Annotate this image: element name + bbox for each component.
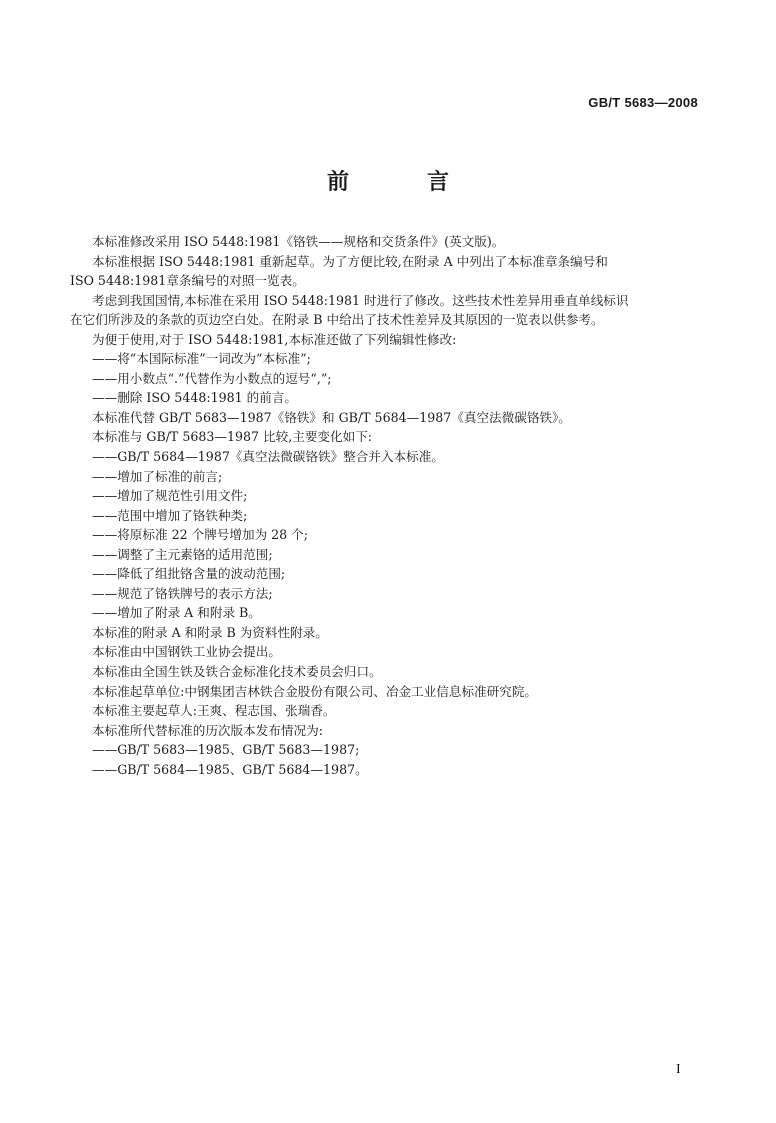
- paragraph: 本标准所代替标准的历次版本发布情况为:: [92, 722, 323, 738]
- page-number: I: [676, 1062, 681, 1077]
- list-item: ——用小数点“.”代替作为小数点的逗号“,”;: [92, 370, 332, 386]
- paragraph: 本标准代替 GB/T 5683—1987《铬铁》和 GB/T 5684—1987《真空法微碳铬铁》。: [92, 409, 571, 425]
- paragraph: 考虑到我国国情,本标准在采用 ISO 5448:1981 时进行了修改。这些技术性差异用垂直单线标识: [92, 292, 629, 308]
- standard-id: GB/T 5683—2008: [588, 95, 698, 110]
- paragraph: 为便于使用,对于 ISO 5448:1981,本标准还做了下列编辑性修改:: [92, 331, 457, 347]
- list-item: ——增加了标准的前言;: [92, 468, 223, 484]
- list-item: ——删除 ISO 5448:1981 的前言。: [92, 390, 298, 406]
- paragraph: 本标准由中国钢铁工业协会提出。: [92, 644, 281, 660]
- paragraph: 本标准的附录 A 和附录 B 为资料性附录。: [92, 624, 328, 640]
- list-item: ——增加了附录 A 和附录 B。: [92, 605, 261, 621]
- paragraph: 本标准主要起草人:王爽、程志国、张瑞香。: [92, 703, 336, 719]
- list-item: ——GB/T 5684—1985、GB/T 5684—1987。: [92, 761, 368, 777]
- list-item: ——规范了铬铁牌号的表示方法;: [92, 585, 273, 601]
- list-item: ——GB/T 5684—1987《真空法微碳铬铁》整合并入本标准。: [92, 449, 444, 465]
- paragraph: 本标准根据 ISO 5448:1981 重新起草。为了方便比较,在附录 A 中列出了本标准章条编号和: [92, 253, 608, 269]
- paragraph: ISO 5448:1981章条编号的对照一览表。: [70, 273, 305, 289]
- list-item: ——降低了组批铬含量的波动范围;: [92, 566, 286, 582]
- page-title: 前 言: [326, 170, 477, 195]
- list-item: ——将“本国际标准”一词改为“本标准”;: [92, 351, 311, 367]
- list-item: ——GB/T 5683—1985、GB/T 5683—1987;: [92, 742, 360, 758]
- foreword-body: [70, 232, 694, 779]
- paragraph: 本标准由全国生铁及铁合金标准化技术委员会归口。: [92, 664, 382, 680]
- paragraph: 本标准与 GB/T 5683—1987 比较,主要变化如下:: [92, 429, 373, 445]
- list-item: ——增加了规范性引用文件;: [92, 488, 248, 504]
- list-item: ——范围中增加了铬铁种类;: [92, 507, 248, 523]
- paragraph: 本标准起草单位:中钢集团吉林铁合金股份有限公司、冶金工业信息标准研究院。: [92, 683, 538, 699]
- list-item: ——将原标准 22 个牌号增加为 28 个;: [92, 527, 309, 543]
- list-item: ——调整了主元素铬的适用范围;: [92, 546, 273, 562]
- paragraph: 在它们所涉及的条款的页边空白处。在附录 B 中给出了技术性差异及其原因的一览表以供参考。: [70, 312, 604, 328]
- paragraph: 本标准修改采用 ISO 5448:1981《铬铁——规格和交货条件》(英文版)。: [92, 234, 505, 249]
